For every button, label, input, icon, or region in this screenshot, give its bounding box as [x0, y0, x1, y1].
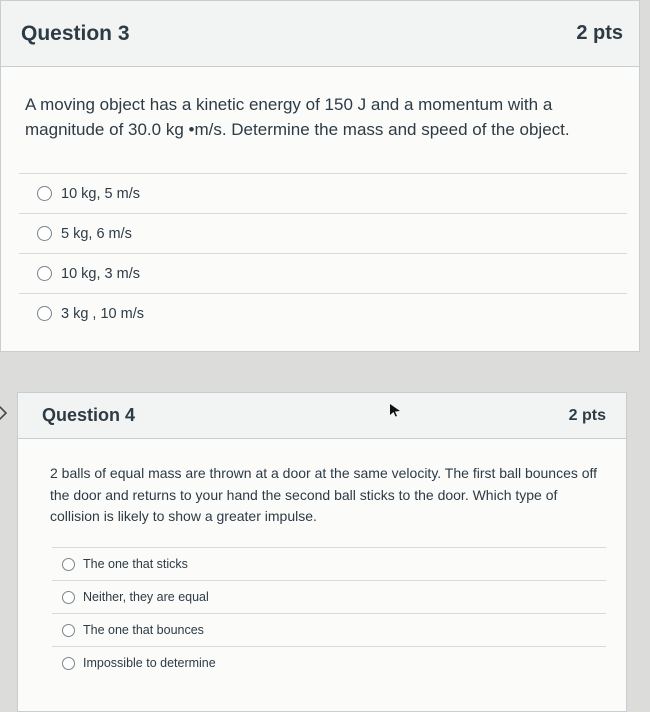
radio-button[interactable]	[37, 266, 52, 281]
mouse-pointer-icon	[388, 403, 402, 417]
radio-button[interactable]	[37, 306, 52, 321]
question-text: A moving object has a kinetic energy of 150 J and a momentum with a magnitude of 30.0 kg •m/s. Determine the mass and speed of the object.	[25, 95, 570, 139]
answer-label: The one that bounces	[83, 623, 204, 637]
question-pointer-icon	[0, 404, 8, 422]
answer-option[interactable]	[19, 173, 627, 213]
question-points: 2 pts	[568, 406, 606, 424]
question-card	[17, 392, 627, 712]
answer-option[interactable]	[52, 613, 606, 646]
radio-button[interactable]	[62, 558, 75, 571]
answer-option[interactable]	[52, 580, 606, 613]
answer-list	[52, 547, 606, 679]
question-header	[1, 1, 639, 67]
answer-label: 3 kg , 10 m/s	[61, 305, 145, 322]
question-title: Question 4	[42, 405, 136, 425]
answer-list	[19, 173, 627, 333]
answer-option[interactable]	[19, 253, 627, 293]
question-text: 2 balls of equal mass are thrown at a door at the same velocity. The first ball bounces off the door and returns to your hand the second ball sticks to the door. Which type of collision is likely to show a greater impulse.	[50, 465, 598, 525]
answer-option[interactable]	[19, 293, 627, 333]
answer-option[interactable]	[52, 646, 606, 679]
radio-button[interactable]	[62, 657, 75, 670]
question-header	[18, 393, 626, 439]
answer-label: 10 kg, 5 m/s	[61, 185, 140, 202]
answer-label: Impossible to determine	[83, 656, 216, 670]
radio-button[interactable]	[37, 186, 52, 201]
answer-option[interactable]	[19, 213, 627, 253]
question-points: 2 pts	[576, 22, 623, 44]
radio-button[interactable]	[62, 591, 75, 604]
answer-label: Neither, they are equal	[83, 590, 209, 604]
radio-button[interactable]	[37, 226, 52, 241]
question-title: Question 3	[21, 21, 130, 45]
answer-label: 5 kg, 6 m/s	[61, 225, 132, 242]
answer-option[interactable]	[52, 547, 606, 580]
answer-label: The one that sticks	[83, 557, 188, 571]
answer-label: 10 kg, 3 m/s	[61, 265, 140, 282]
question-card	[0, 0, 640, 352]
radio-button[interactable]	[62, 624, 75, 637]
